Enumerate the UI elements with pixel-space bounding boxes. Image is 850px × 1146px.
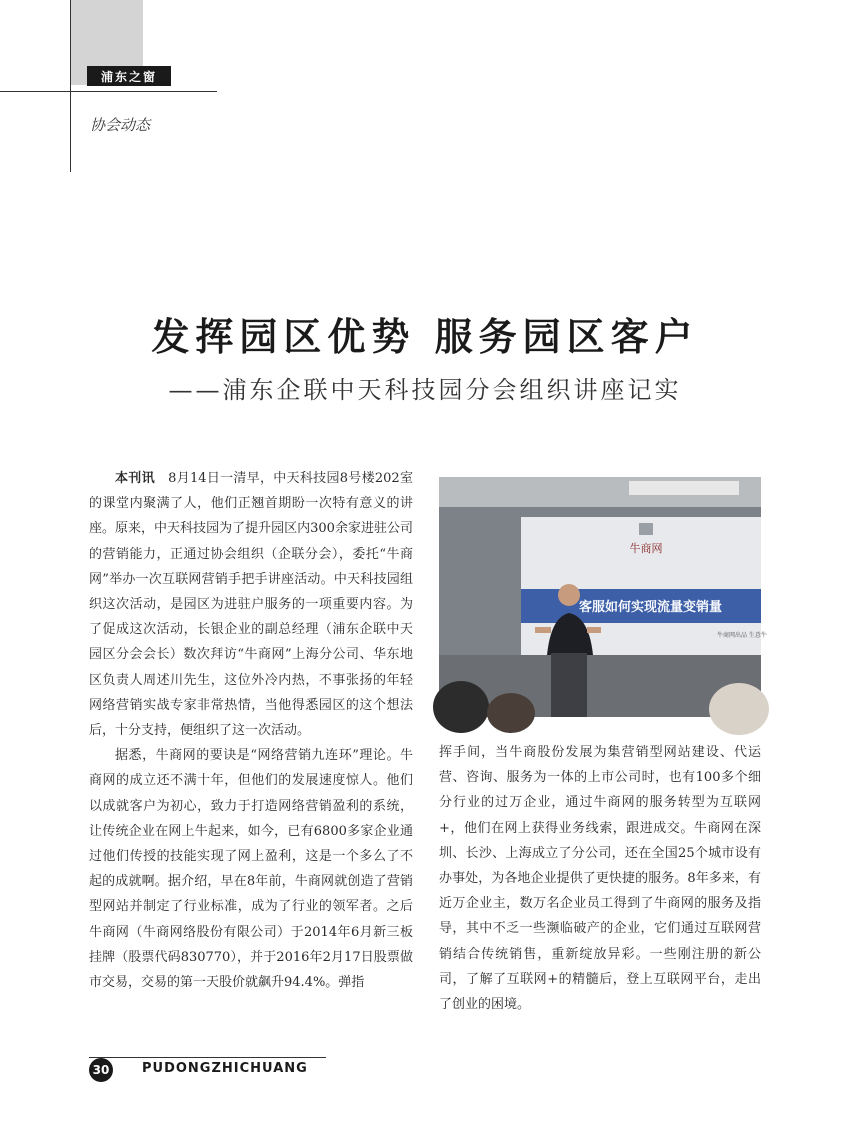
slide-brand: 牛商网 bbox=[629, 542, 663, 555]
footer-magazine-name: PUDONGZHICHUANG bbox=[142, 1061, 308, 1076]
article-title: 发挥园区优势 服务园区客户 bbox=[151, 315, 699, 359]
paragraph-1-text: 8月14日一清早，中天科技园8号楼202室的课堂内聚满了人，他们正翘首期盼一次特有意义的讲座。原来，中天科技园为了提升园区内300余家进驻公司的营销能力，正通过协会组织（企联分会），委托“牛商网”举办一次互联网营销手把手讲座活动。中天科技园组织这次活动，是园区为进驻户服务的一项重要内容。为了促成这次活动，长银企业的副总经理（浦东企联中天园区分会会长）数次拜访“牛商网”上海分公司、华东地区负责人周述川先生，这位外冷内热，不事张扬的年轻网络营销实战专家非常热情，当他得悉园区的这个想法后，十分支持，便组织了这一次活动。 bbox=[89, 471, 413, 739]
slide-title: 客服如何实现流量变销量 bbox=[579, 600, 723, 615]
footer-rule bbox=[89, 1057, 326, 1058]
lecture-photo-illustration bbox=[439, 477, 767, 717]
lecture-photo bbox=[439, 477, 767, 717]
slide-footer: 牛商网出品 生意牛 bbox=[717, 632, 767, 639]
header-horizontal-rule bbox=[0, 91, 217, 92]
paragraph-3: 挥手间，当牛商股份发展为集营销型网站建设、代运营、咨询、服务为一体的上市公司时，也有100多个细分行业的过万企业，通过牛商网的服务转型为互联网+，他们在网上获得业务线索，跟进成交。牛商网在深圳、长沙、上海成立了分公司，还在全国25个城市设有办事处，为各地企业提供了更快捷的服务。8年多来，有近万企业主，数万名企业员工得到了牛商网的服务及指导，其中不乏一些濒临破产的企业，它们通过互联网营销结合传统销售，重新绽放异彩。一些刚注册的新公司，了解了互联网+的精髓后，登上互联网平台，走出了创业的困境。 bbox=[439, 745, 761, 1013]
magazine-logo: 浦东之窗 bbox=[87, 66, 171, 86]
page-number: 30 bbox=[89, 1058, 113, 1082]
right-column bbox=[439, 740, 761, 1017]
paragraph-2: 据悉，牛商网的要诀是“网络营销九连环”理论。牛商网的成立还不满十年，但他们的发展速度惊人。他们以成就客户为初心，致力于打造网络营销盈利的系统，让传统企业在网上牛起来，如今，已有6800多家企业通过他们传授的技能实现了网上盈利，这是一个多么了不起的成就啊。据介绍，早在8年前，牛商网就创造了营销型网站并制定了行业标准，成为了行业的领军者。之后牛商网（牛商网络股份有限公司）于2014年6月新三板挂牌（股票代码830770），并于2016年2月17日股票做市交易，交易的第一天股价就飙升94.4%。弹指 bbox=[89, 748, 413, 991]
lead-label: 本刊讯 bbox=[115, 471, 155, 486]
header-vertical-rule bbox=[70, 0, 71, 172]
article-subtitle: ——浦东企联中天科技园分会组织讲座记实 bbox=[168, 376, 682, 404]
left-column bbox=[89, 466, 413, 995]
section-label: 协会动态 bbox=[90, 116, 151, 134]
paragraph-1 bbox=[89, 466, 413, 743]
